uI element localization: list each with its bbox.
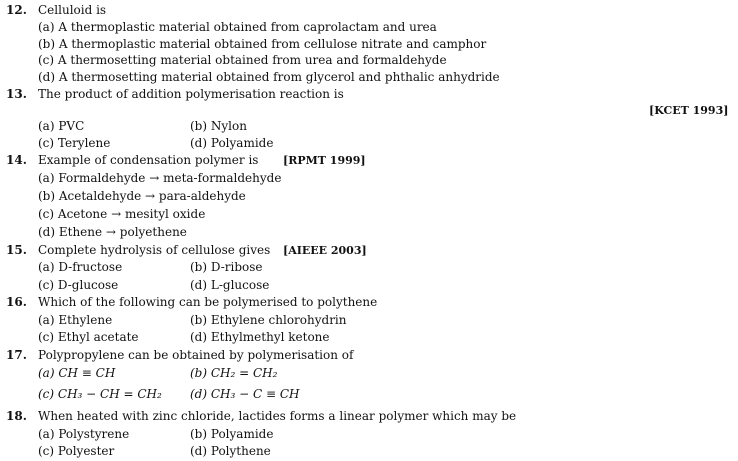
question-number: 18. bbox=[6, 409, 27, 423]
question-stem: Polypropylene can be obtained by polymerisation of bbox=[38, 348, 354, 362]
option: (b) D-ribose bbox=[190, 260, 263, 274]
option: (a) Polystyrene bbox=[38, 427, 130, 441]
option: (a) Ethylene bbox=[38, 313, 113, 327]
option: (d) Polythene bbox=[190, 444, 271, 458]
question-stem: When heated with zinc chloride, lactides forms a linear polymer which may be bbox=[38, 409, 517, 423]
option: (d) CH₃ − C ≡ CH bbox=[190, 387, 300, 401]
option: (d) Polyamide bbox=[190, 136, 274, 150]
question-number: 14. bbox=[6, 153, 27, 167]
option: (c) Polyester bbox=[38, 444, 115, 458]
option: (b) Nylon bbox=[190, 119, 247, 133]
option: (b) Ethylene chlorohydrin bbox=[190, 313, 347, 327]
option: (b) CH₂ = CH₂ bbox=[190, 366, 278, 380]
option: (a) PVC bbox=[38, 119, 85, 133]
option: (d) Ethene → polyethene bbox=[38, 225, 187, 239]
option: (d) L-glucose bbox=[190, 278, 270, 292]
source-tag: [AIEEE 2003] bbox=[283, 244, 367, 257]
option: (b) Acetaldehyde → para-aldehyde bbox=[38, 189, 246, 203]
question-stem: Which of the following can be polymerised to polythene bbox=[38, 295, 378, 309]
question-stem: Complete hydrolysis of cellulose gives bbox=[38, 243, 271, 257]
question-number: 17. bbox=[6, 348, 27, 362]
option: (c) D-glucose bbox=[38, 278, 119, 292]
option: (d) A thermosetting material obtained from glycerol and phthalic anhydride bbox=[38, 70, 500, 84]
question-stem: The product of addition polymerisation reaction is bbox=[38, 87, 344, 101]
option: (b) Polyamide bbox=[190, 427, 274, 441]
question-number: 15. bbox=[6, 243, 27, 257]
source-tag: [RPMT 1999] bbox=[283, 154, 366, 167]
option: (c) CH₃ − CH = CH₂ bbox=[38, 387, 162, 401]
question-stem: Celluloid is bbox=[38, 3, 107, 17]
source-tag: [KCET 1993] bbox=[649, 104, 729, 117]
option: (a) CH ≡ CH bbox=[38, 366, 116, 380]
option: (c) Terylene bbox=[38, 136, 111, 150]
option: (d) Ethylmethyl ketone bbox=[190, 330, 330, 344]
question-stem: Example of condensation polymer is bbox=[38, 153, 259, 167]
option: (a) Formaldehyde → meta-formaldehyde bbox=[38, 171, 282, 185]
option: (a) A thermoplastic material obtained from caprolactam and urea bbox=[38, 20, 437, 34]
option: (b) A thermoplastic material obtained from cellulose nitrate and camphor bbox=[38, 37, 487, 51]
option: (c) Acetone → mesityl oxide bbox=[38, 207, 206, 221]
option: (a) D-fructose bbox=[38, 260, 123, 274]
question-number: 16. bbox=[6, 295, 27, 309]
question-number: 12. bbox=[6, 3, 27, 17]
question-number: 13. bbox=[6, 87, 27, 101]
option: (c) A thermosetting material obtained from urea and formaldehyde bbox=[38, 53, 447, 67]
option: (c) Ethyl acetate bbox=[38, 330, 139, 344]
